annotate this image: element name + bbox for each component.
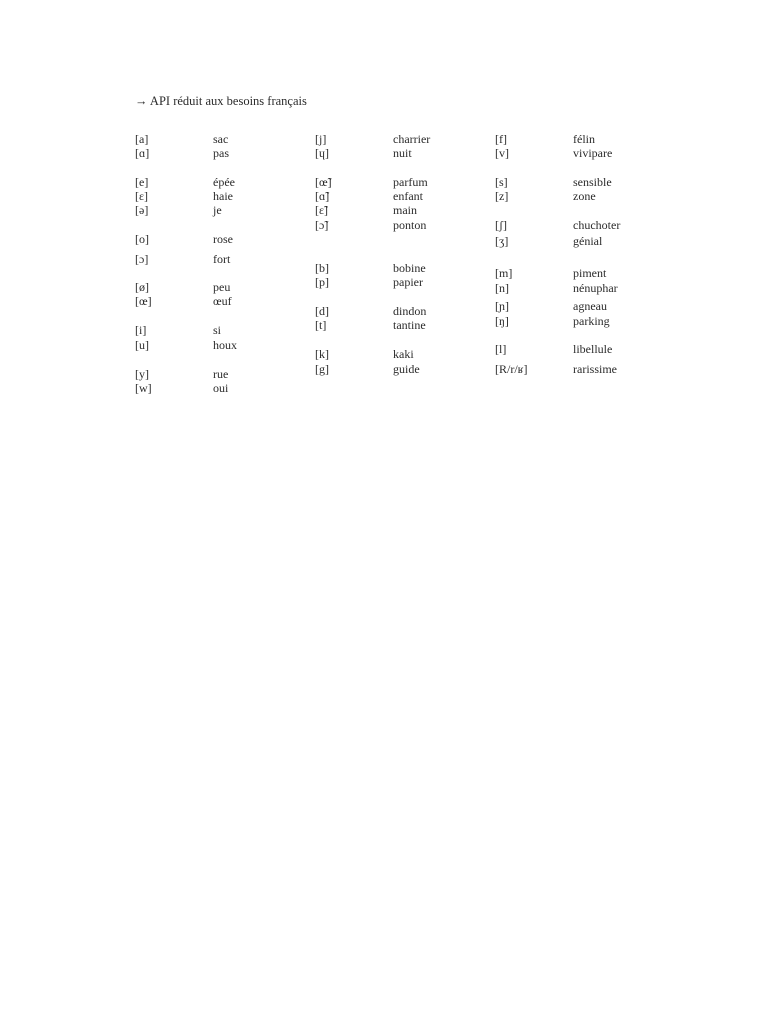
phoneme-symbol: [ə] <box>135 203 149 217</box>
phoneme-symbol: [b] <box>315 261 329 275</box>
example-word: oui <box>213 381 229 395</box>
example-word: chuchoter <box>573 218 621 232</box>
example-word: nénuphar <box>573 281 618 295</box>
phoneme-symbol: [m] <box>495 266 513 280</box>
example-word: dindon <box>393 304 427 318</box>
phoneme-symbol: [œ̃] <box>315 175 332 189</box>
phoneme-symbol: [u] <box>135 338 149 352</box>
phoneme-symbol: [ɔ̃] <box>315 218 329 232</box>
phoneme-symbol: [s] <box>495 175 508 189</box>
example-word: pas <box>213 146 229 160</box>
phoneme-symbol: [ŋ] <box>495 314 509 328</box>
phoneme-symbol: [f] <box>495 132 507 146</box>
example-word: sac <box>213 132 229 146</box>
example-word: ponton <box>393 218 427 232</box>
phoneme-symbol: [j] <box>315 132 327 146</box>
phoneme-symbol: [ʃ] <box>495 218 507 232</box>
example-word: agneau <box>573 299 607 313</box>
phoneme-symbol: [t] <box>315 318 327 332</box>
example-word: peu <box>213 280 231 294</box>
phoneme-symbol: [k] <box>315 347 329 361</box>
example-word: charrier <box>393 132 431 146</box>
example-word: enfant <box>393 189 423 203</box>
phoneme-symbol: [e] <box>135 175 149 189</box>
example-word: nuit <box>393 146 412 160</box>
example-word: rose <box>213 232 233 246</box>
example-word: tantine <box>393 318 426 332</box>
example-word: zone <box>573 189 596 203</box>
phoneme-symbol: [ɥ] <box>315 146 329 160</box>
example-word: félin <box>573 132 595 146</box>
phoneme-symbol: [ɛ] <box>135 189 149 203</box>
example-word: main <box>393 203 417 217</box>
example-word: sensible <box>573 175 612 189</box>
example-word: kaki <box>393 347 414 361</box>
example-word: je <box>213 203 222 217</box>
phoneme-symbol: [a] <box>135 132 149 146</box>
example-word: haie <box>213 189 233 203</box>
phoneme-symbol: [ø] <box>135 280 149 294</box>
example-word: bobine <box>393 261 426 275</box>
phoneme-symbol: [R/r/ʁ] <box>495 362 528 376</box>
example-word: rarissime <box>573 362 617 376</box>
phoneme-symbol: [ɑ̃] <box>315 189 330 203</box>
example-word: piment <box>573 266 607 280</box>
phoneme-symbol: [o] <box>135 232 149 246</box>
phoneme-symbol: [g] <box>315 362 329 376</box>
example-word: génial <box>573 234 603 248</box>
phoneme-symbol: [ɑ] <box>135 146 150 160</box>
example-word: fort <box>213 252 231 266</box>
phoneme-symbol: [ɛ̃] <box>315 203 329 217</box>
example-word: parking <box>573 314 610 328</box>
phoneme-symbol: [ʒ] <box>495 234 509 248</box>
phoneme-symbol: [ɔ] <box>135 252 149 266</box>
phoneme-symbol: [v] <box>495 146 509 160</box>
example-word: épée <box>213 175 235 189</box>
phoneme-symbol: [œ] <box>135 294 152 308</box>
example-word: houx <box>213 338 237 352</box>
page-title: → API réduit aux besoins français <box>135 94 307 108</box>
phoneme-symbol: [p] <box>315 275 329 289</box>
phoneme-symbol: [y] <box>135 367 149 381</box>
example-word: parfum <box>393 175 428 189</box>
example-word: guide <box>393 362 420 376</box>
example-word: rue <box>213 367 229 381</box>
phoneme-symbol: [w] <box>135 381 152 395</box>
phoneme-symbol: [d] <box>315 304 329 318</box>
phoneme-symbol: [z] <box>495 189 509 203</box>
example-word: vivipare <box>573 146 613 160</box>
example-word: si <box>213 323 222 337</box>
phoneme-symbol: [n] <box>495 281 509 295</box>
example-word: libellule <box>573 342 613 356</box>
phoneme-symbol: [l] <box>495 342 507 356</box>
example-word: papier <box>393 275 423 289</box>
phoneme-symbol: [ɲ] <box>495 299 509 313</box>
phoneme-symbol: [i] <box>135 323 147 337</box>
example-word: œuf <box>213 294 232 308</box>
